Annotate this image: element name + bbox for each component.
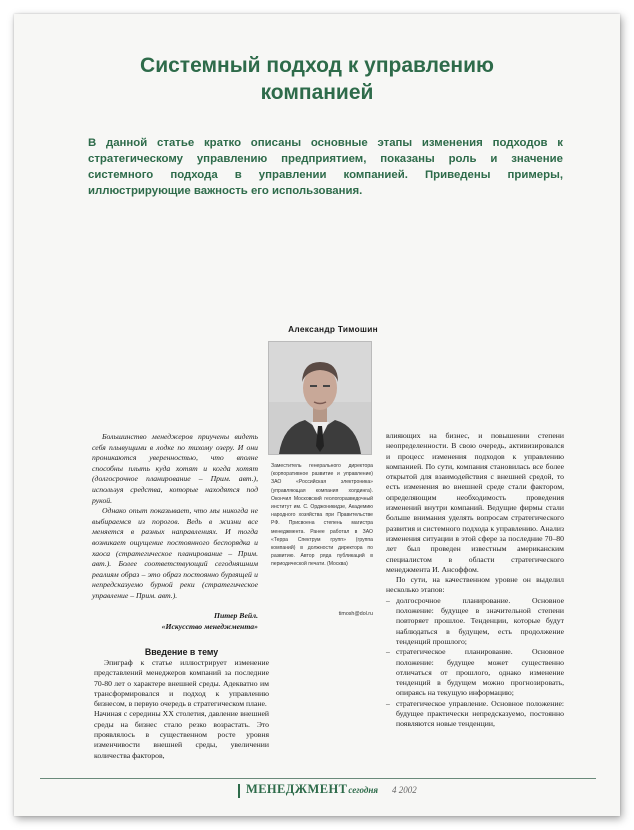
section-heading: Введение в тему [144, 647, 219, 657]
epigraph-paragraph-1: Большинство менеджеров приучены видеть себя плывущими в лодке по тихому озеру. И они проникаются уверенностью, что вполне способны плыть куда хотят и когда хотят (долгосрочное планирование – Прим. авт.), используя средства, которые находятся под рукой. [92, 432, 258, 505]
title-line-2: компанией [260, 81, 374, 104]
stages-list [386, 596, 564, 730]
footer-divider [40, 778, 596, 779]
footer [238, 782, 538, 800]
author-name: Александр Тимошин [288, 324, 378, 334]
left-column [94, 658, 269, 761]
epigraph-author: Питер Вейл. [214, 611, 258, 620]
left-paragraph-1: Эпиграф к статье иллюстрирует изменение представлений менеджеров компаний за последние 70-80 лет о характере внешней среды. Адекватно им трансформировался и подход к управлению бизнесом, в первую очередь в стратегическом плане. [94, 658, 269, 709]
article-title [14, 52, 620, 106]
author-bio: Заместитель генерального директора (корпоративное развитие и управление) ЗАО «Российская электроника» (управляющая компания холдинга). Окончил Московский геологоразведочный институт им. С. Орджоникидзе, Академию народного хозяйства при Правительстве РФ. Присвоена степень магистра менеджмента. Ранее работал в ЗАО «Терра Спектрум групп» (группа компаний) в должности директора по развитию. Автор ряда публикаций в периодической печати. (Москва) [271, 463, 373, 568]
list-item: – долгосрочное планирование. Основное положение: будущее в значительной степени повторяет прошлое. Тенденции, которые будут наблюдаться в будущем, есть продолжение тенденций прошлого; [386, 596, 564, 647]
issue-number: 4 2002 [392, 785, 417, 795]
right-column [386, 431, 564, 730]
epigraph-paragraph-2: Однако опыт показывает, что мы никогда не выбираемся из порогов. Ведь в жизни все меняется в разных направлениях. И тогда возникает ощущение постоянного беспорядка и хаоса (стратегическое планирование – Прим. авт.). Более соответствующий сегодняшним реалиям образ – это образ постоянно бурлящей и непредсказуемо бурной реки (стратегическое управление – Прим. авт.). [92, 506, 258, 600]
epigraph-source: «Искусство менеджмента» [161, 621, 258, 631]
epigraph-attribution [114, 611, 258, 632]
footer-bar [238, 784, 240, 798]
article-lead: В данной статье кратко описаны основные этапы изменения подходов к стратегическому управлению предприятием, показаны роль и значение системного подхода в управлении компанией. Приведены примеры, иллюстрирующие важность его использования. [88, 137, 563, 197]
title-line-1: Системный подход к управлению [140, 54, 494, 77]
author-photo [268, 341, 372, 455]
author-email: timosh@dol.ru [338, 611, 373, 617]
list-item: – стратегическое управление. Основное положение: будущее практически непредсказуемо, постоянно появляются новые тенденции, [386, 699, 564, 730]
author-portrait-image [269, 342, 371, 454]
magazine-page [14, 14, 620, 816]
magazine-name-suffix: сегодня [348, 785, 379, 795]
right-paragraph-2: По сути, на качественном уровне он выделил несколько этапов: [386, 575, 564, 595]
magazine-name: МЕНЕДЖМЕНТ [246, 782, 348, 796]
epigraph [92, 432, 258, 602]
list-item: – стратегическое планирование. Основное положение: будущее может существенно отличаться от прошлого, однако изменение тенденций в будущем можно прогнозировать, опираясь на текущую информацию; [386, 647, 564, 698]
left-paragraph-2: Начиная с середины XX столетия, давление внешней среды на бизнес стало резко возрастать. Это проявлялось в существенном росте уровня изменчивости внешней среды, увеличении количества факторов, [94, 709, 269, 760]
right-paragraph-1: влияющих на бизнес, и повышении степени неопределенности. В свою очередь, активизировался и процесс изменения подходов к управлению компанией. По сути, компания становилась все более открытой для взаимодействия с внешней средой, то есть изменения во внешней среде стали фактором, определяющим необходимость проведения изменений внутри компаний. Ведущие фирмы стали больше внимания уделять вопросам стратегического развития и системного подхода к управлению. Анализ изменения ситуации в этой сфере за последние 70–80 лет был проведен известным американским специалистом в области стратегического менеджмента И. Ансоффом. [386, 431, 564, 574]
